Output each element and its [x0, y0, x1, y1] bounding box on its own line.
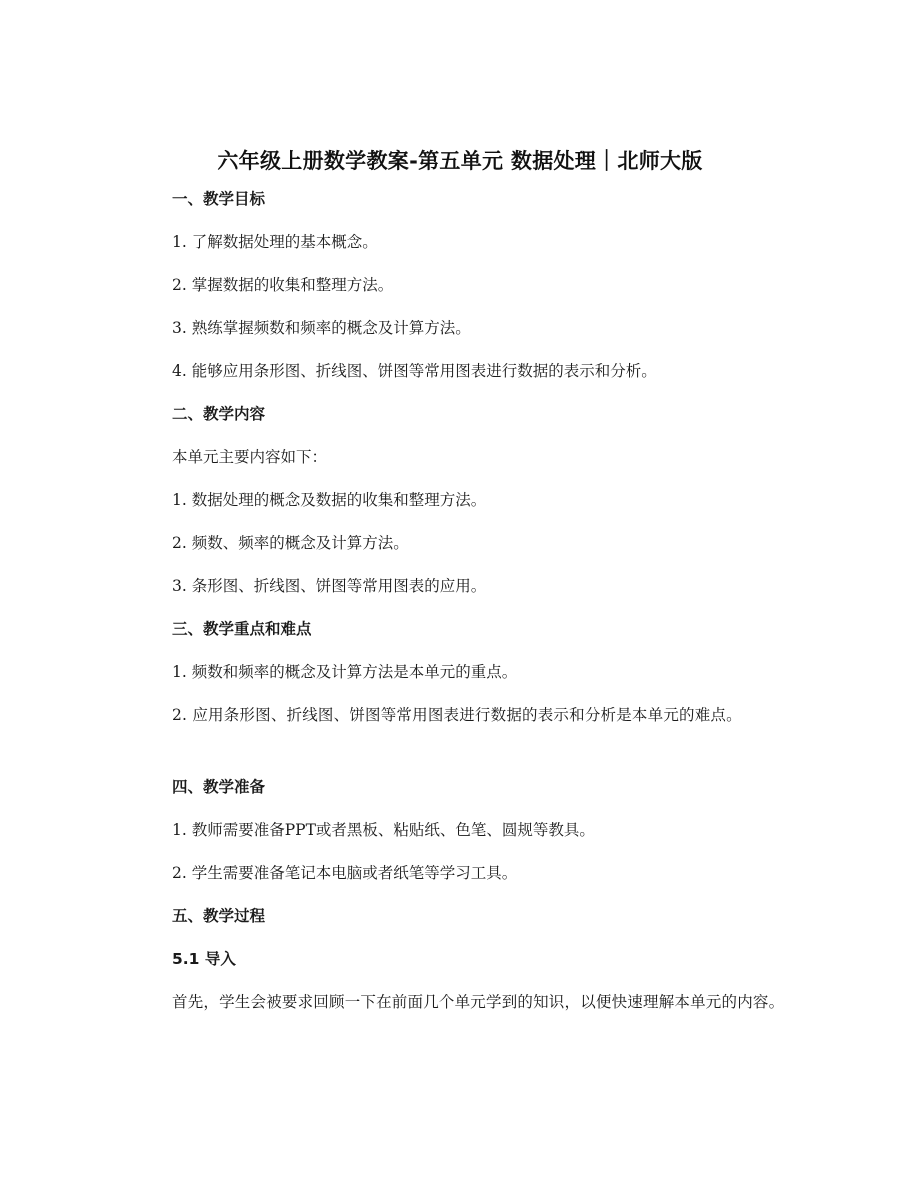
- list-item: 1. 频数和频率的概念及计算方法是本单元的重点。: [172, 663, 518, 681]
- list-item: 1. 教师需要准备PPT或者黑板、粘贴纸、色笔、圆规等教具。: [172, 821, 595, 839]
- section-heading-key-points: 三、教学重点和难点: [172, 620, 312, 638]
- section-heading-process: 五、教学过程: [172, 907, 266, 925]
- section-heading-objectives: 一、教学目标: [172, 190, 266, 208]
- section-heading-content: 二、教学内容: [172, 405, 266, 423]
- list-item: 2. 学生需要准备笔记本电脑或者纸笔等学习工具。: [172, 864, 518, 882]
- document-title: 六年级上册数学教案-第五单元 数据处理｜北师大版: [217, 149, 703, 173]
- list-item: 2. 应用条形图、折线图、饼图等常用图表进行数据的表示和分析是本单元的难点。: [172, 706, 742, 724]
- list-item: 3. 熟练掌握频数和频率的概念及计算方法。: [172, 319, 471, 337]
- list-item: 1. 数据处理的概念及数据的收集和整理方法。: [172, 491, 487, 509]
- section-intro: 本单元主要内容如下：: [172, 448, 328, 466]
- list-item: 1. 了解数据处理的基本概念。: [172, 233, 378, 251]
- list-item: 3. 条形图、折线图、饼图等常用图表的应用。: [172, 577, 487, 595]
- list-item: 2. 掌握数据的收集和整理方法。: [172, 276, 394, 294]
- subsection-heading-intro: 5.1 导入: [172, 950, 236, 968]
- section-heading-preparation: 四、教学准备: [172, 778, 266, 796]
- list-item: 2. 频数、频率的概念及计算方法。: [172, 534, 409, 552]
- list-item: 4. 能够应用条形图、折线图、饼图等常用图表进行数据的表示和分析。: [172, 362, 657, 380]
- paragraph: 首先，学生会被要求回顾一下在前面几个单元学到的知识，以便快速理解本单元的内容。: [172, 993, 785, 1011]
